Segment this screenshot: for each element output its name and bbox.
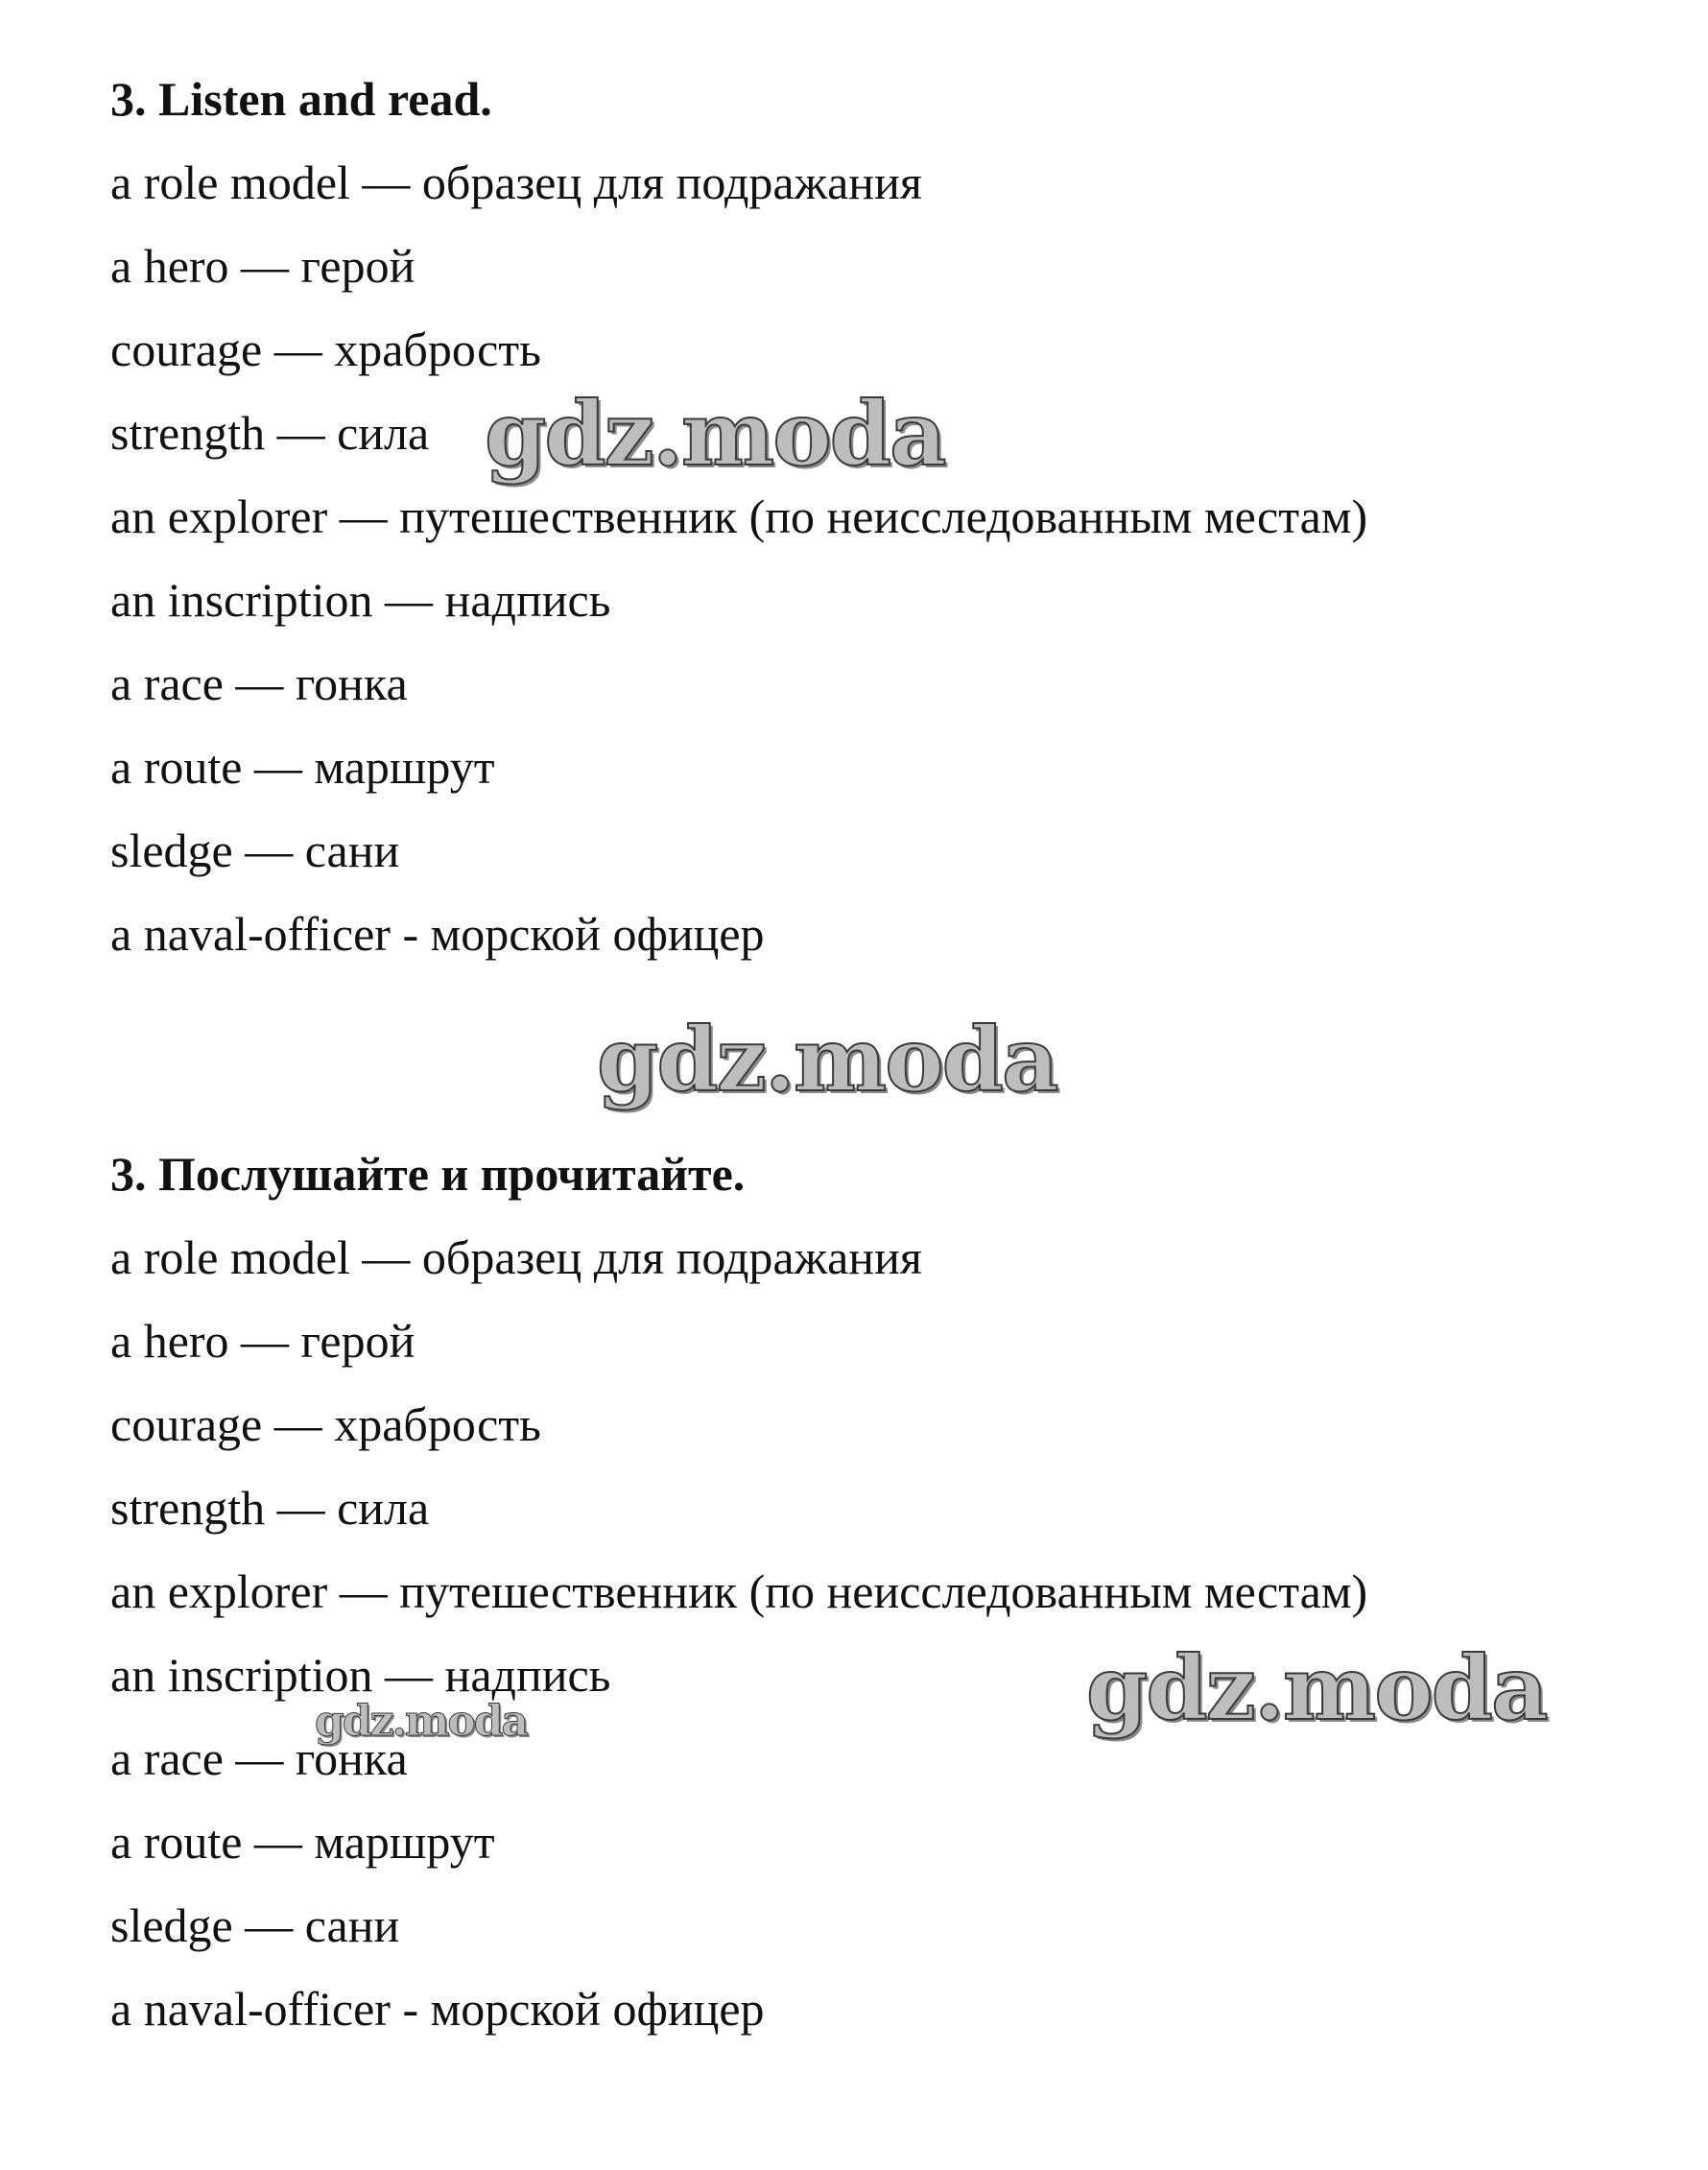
watermark: gdz.moda [597, 1008, 1057, 1111]
watermark: gdz.moda [1086, 1636, 1547, 1740]
vocab-entry: a hero — герой [110, 1314, 415, 1368]
vocab-entry: a role model — образец для подражания [110, 155, 922, 209]
vocab-entry: a race — гонка [110, 1731, 408, 1785]
section-russian [110, 1133, 1646, 2051]
vocab-entry: an explorer — путешественник (по неисследованным местам) [110, 1564, 1368, 1618]
section-heading: 3. Listen and read. [110, 72, 492, 126]
vocab-entry: an explorer — путешественник (по неисследованным местам) [110, 489, 1368, 543]
vocab-entry: courage — храбрость [110, 322, 541, 376]
vocab-entry: a role model — образец для подражания [110, 1230, 922, 1284]
vocab-entry: sledge — сани [110, 823, 400, 877]
vocab-entry: an inscription — надпись [110, 573, 611, 627]
vocab-entry: strength — сила [110, 406, 430, 460]
watermark: gdz.moda [485, 382, 945, 486]
vocab-entry: sledge — сани [110, 1898, 400, 1952]
vocab-entry: a route — маршрут [110, 1815, 495, 1869]
vocab-entry: a naval-officer - морской офицер [110, 1982, 765, 2036]
vocab-entry: a race — гонка [110, 656, 408, 710]
vocab-entry: an inscription — надпись [110, 1648, 611, 1702]
vocab-entry: a route — маршрут [110, 740, 495, 794]
watermark: gdz.moda [315, 1697, 528, 1746]
vocab-entry: a hero — герой [110, 239, 415, 293]
vocab-entry: a naval-officer - морской офицер [110, 907, 765, 961]
section-heading: 3. Послушайте и прочитайте. [110, 1147, 746, 1201]
section-english [110, 58, 1646, 976]
vocab-entry: strength — сила [110, 1481, 430, 1535]
vocab-entry: courage — храбрость [110, 1397, 541, 1451]
